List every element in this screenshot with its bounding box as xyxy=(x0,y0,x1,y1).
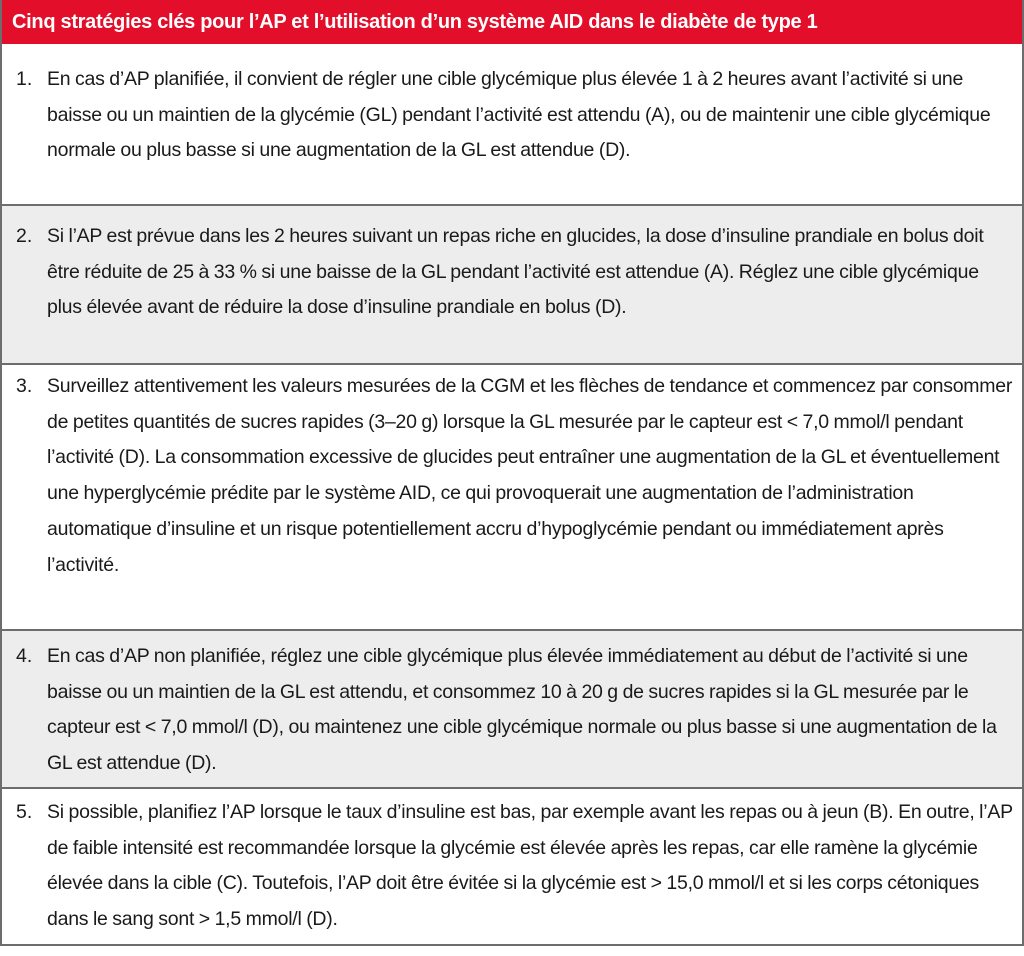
item-number: 4. xyxy=(16,645,33,667)
item-number: 3. xyxy=(16,375,33,397)
item-text: Surveillez attentivement les valeurs mesurées de la CGM et les flèches de tendance et commencez par consommer de petites quantités de sucres rapides (3–20 g) lorsque la GL mesurée par le capteur est < 7,0 mmol/l pendant l’activité (D). La consommation excessive de glucides peut entraîner une augmentation de la GL et éventuellement une hyperglycémie prédite par le système AID, ce qui provoquerait une augmentation de l’administration automatique d’insuline et un risque potentiellement accru d’hypoglycémie pendant ou immédiatement après l’activité. xyxy=(47,375,1013,576)
table-row xyxy=(2,631,1022,789)
item-number: 1. xyxy=(16,68,33,90)
table-row xyxy=(2,206,1022,365)
table-row xyxy=(2,44,1022,206)
item-number: 2. xyxy=(16,225,33,247)
item-text: En cas d’AP planifiée, il convient de régler une cible glycémique plus élevée 1 à 2 heures avant l’activité si une baisse ou un maintien de la glycémie (GL) pendant l’activité est attendu (A), ou de maintenir une cible glycémique normale ou plus basse si une augmentation de la GL est attendue (D). xyxy=(47,68,991,162)
item-text: En cas d’AP non planifiée, réglez une cible glycémique plus élevée immédiatement au début de l’activité si une baisse ou un maintien de la GL est attendu, et consommez 10 à 20 g de sucres rapides si la GL mesurée par le capteur est < 7,0 mmol/l (D), ou maintenez une cible glycémique normale ou plus basse si une augmentation de la GL est attendue (D). xyxy=(47,645,997,775)
table-row xyxy=(2,789,1022,946)
item-text: Si l’AP est prévue dans les 2 heures suivant un repas riche en glucides, la dose d’insuline prandiale en bolus doit être réduite de 25 à 33 % si une baisse de la GL pendant l’activité est attendue (A). Réglez une cible glycémique plus élevée avant de réduire la dose d’insuline prandiale en bolus (D). xyxy=(47,225,984,319)
table-title: Cinq stratégies clés pour l’AP et l’utilisation d’un système AID dans le diabète de type 1 xyxy=(2,0,1022,44)
table-row xyxy=(2,365,1022,631)
item-number: 5. xyxy=(16,801,33,823)
item-text: Si possible, planifiez l’AP lorsque le taux d’insuline est bas, par exemple avant les repas ou à jeun (B). En outre, l’AP de faible intensité est recommandée lorsque la glycémie est élevée après les repas, car elle ramène la glycémie élevée dans la cible (C). Toutefois, l’AP doit être évitée si la glycémie est > 15,0 mmol/l et si les corps cétoniques dans le sang sont > 1,5 mmol/l (D). xyxy=(47,801,1013,931)
